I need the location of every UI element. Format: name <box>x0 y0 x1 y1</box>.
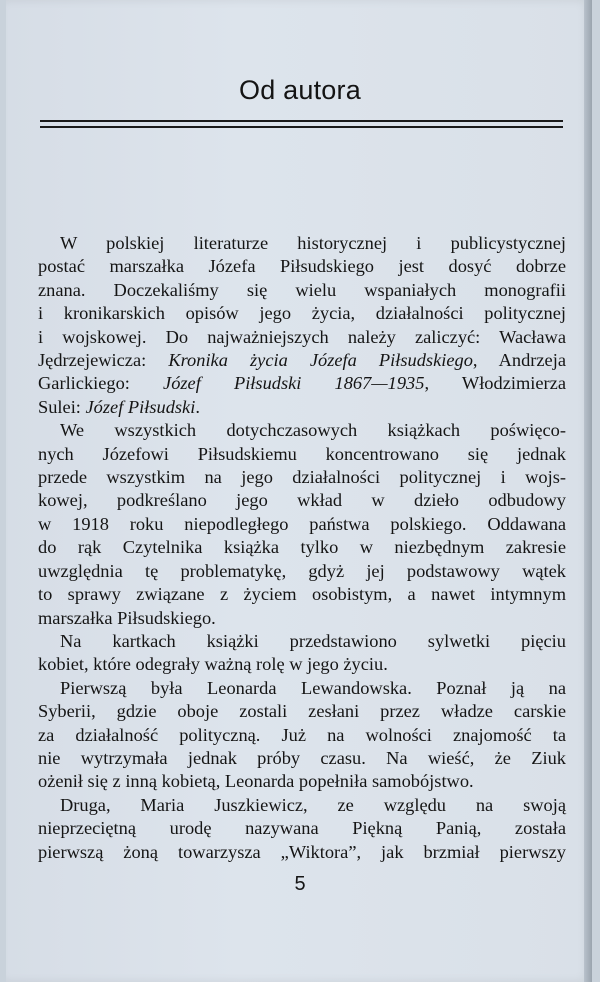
book-title: Józef Piłsudski <box>85 396 196 417</box>
chapter-title: Od autora <box>239 75 361 105</box>
text-line: i wojskowej. Do najważniejszych należy zaliczyć: Wacława <box>38 326 566 347</box>
text-line: do rąk Czytelnika książka tylko w niezbędnym zakresie <box>38 537 566 558</box>
body-text <box>38 232 566 864</box>
text-line <box>38 349 566 372</box>
title-rule-top <box>40 120 563 122</box>
book-title: Józef Piłsudski 1867—1935 <box>163 373 425 394</box>
text-line: nie wytrzymała jednak próby czasu. Na wieść, że Ziuk <box>38 747 566 768</box>
text-line: za działalność polityczną. Już na wolności znajomość ta <box>38 724 566 745</box>
text-line: marszałka Piłsudskiego. <box>38 607 216 628</box>
title-rule-bottom <box>40 126 563 128</box>
text-line: Druga, Maria Juszkiewicz, ze względu na swoją <box>60 794 566 815</box>
text-line: pierwszą żoną towarzysza „Wiktora”, jak brzmiał pierwszy <box>38 841 566 862</box>
text-line: W polskiej literaturze historycznej i publicystycznej <box>60 233 566 253</box>
page-edge <box>584 0 592 982</box>
text-line: przede wszystkim na jego działalności politycznej i wojs- <box>38 467 566 488</box>
text-line: kowej, podkreślano jego wkład w dzieło odbudowy <box>38 490 566 511</box>
text-segment: Jędrzejewicza: <box>38 350 169 371</box>
text-line: Na kartkach książki przedstawiono sylwetki pięciu <box>60 630 566 651</box>
text-line: nych Józefowi Piłsudskiemu koncentrowano się jednak <box>38 443 566 464</box>
text-segment: , Włodzimierza <box>424 373 566 394</box>
text-line <box>38 372 566 395</box>
text-line: uwzględnia tę problematykę, gdyż jej podstawowy wątek <box>38 560 566 581</box>
text-line: ożenił się z inną kobietą, Leonarda popełniła samobójstwo. <box>38 771 474 792</box>
text-line: i kronikarskich opisów jego życia, działalności politycznej <box>38 303 566 324</box>
text-line: to sprawy związane z życiem osobistym, a nawet intymnym <box>38 584 566 605</box>
text-segment: , Andrzeja <box>472 350 566 371</box>
text-segment: Garlickiego: <box>38 373 164 394</box>
text-segment: Sulei: <box>38 396 86 417</box>
text-line <box>38 396 566 419</box>
text-line: w 1918 roku niepodległego państwa polskiego. Oddawana <box>38 513 566 534</box>
text-line: We wszystkich dotychczasowych książkach poświęco- <box>60 420 566 441</box>
text-line: postać marszałka Józefa Piłsudskiego jest dosyć dobrze <box>38 256 566 277</box>
text-line: kobiet, które odegrały ważną rolę w jego życiu. <box>38 654 388 675</box>
text-line: Pierwszą była Leonarda Lewandowska. Poznał ją na <box>60 677 566 698</box>
text-line: nieprzeciętną urodę nazywana Piękną Panią, została <box>38 818 566 839</box>
text-line: Syberii, gdzie oboje zostali zesłani przez władze carskie <box>38 701 566 722</box>
book-title: Kronika życia Józefa Piłsudskiego <box>168 350 473 371</box>
text-segment: . <box>195 396 200 417</box>
text-line: znana. Doczekaliśmy się wielu wspaniałych monografii <box>38 279 566 300</box>
page-number: 5 <box>294 873 306 895</box>
